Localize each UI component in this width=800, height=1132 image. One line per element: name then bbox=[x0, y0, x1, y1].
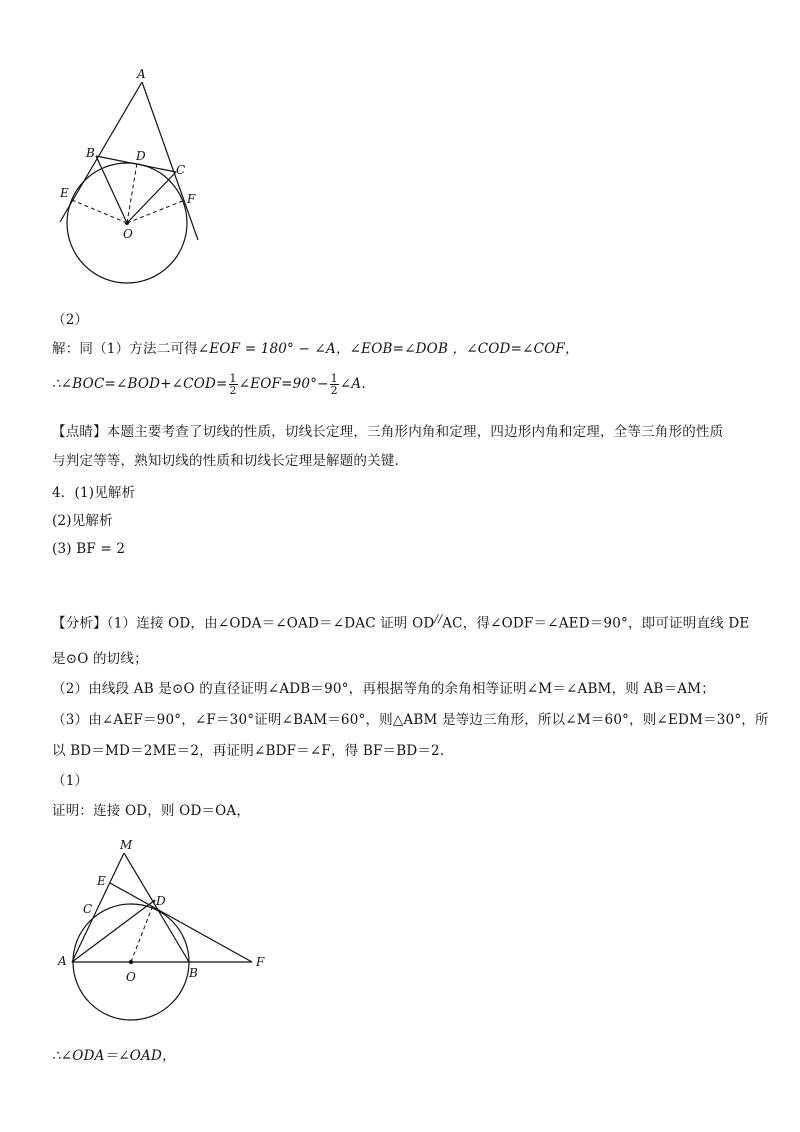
label-o: O bbox=[123, 227, 133, 241]
dianjing-line-1: 【点睛】本题主要考查了切线的性质，切线长定理，三角形内角和定理，四边形内角和定理，全等三角形的性质 bbox=[52, 424, 724, 440]
part2-solution-formula: ∠EOF = 180° − ∠A bbox=[197, 341, 336, 357]
part2-heading: （2） bbox=[52, 312, 89, 328]
analysis-line-1b: AC，得∠ODF＝∠AED＝90°，即可证明直线 DE bbox=[442, 615, 750, 632]
fraction-half-2-num: 1 bbox=[330, 372, 338, 385]
figure-tangent-circle-2 bbox=[50, 835, 280, 1045]
segment-am bbox=[72, 853, 124, 962]
analysis-line-3: （2）由线段 AB 是⊙O 的直径证明∠ADB＝90°，再根据等角的余角相等证明∠M＝∠ABM，则 AB＝AM； bbox=[52, 681, 715, 697]
answer-4-1: 4．(1)见解析 bbox=[52, 485, 136, 501]
analysis-line-2: 是⊙O 的切线； bbox=[52, 651, 148, 667]
analysis-line-1a: 【分析】（1）连接 OD，由∠ODA＝∠OAD＝∠DAC 证明 OD bbox=[52, 615, 435, 632]
analysis-line-5: 以 BD＝MD＝2ME＝2，再证明∠BDF＝∠F，得 BF＝BD＝2. bbox=[52, 743, 445, 759]
therefore-eof: ∠EOF=90°− bbox=[238, 376, 329, 392]
segment-ef bbox=[110, 883, 252, 962]
center-dot-o-2 bbox=[129, 960, 133, 964]
figure-tangent-circle-1 bbox=[40, 60, 230, 290]
therefore-angle-a: ∠A bbox=[339, 376, 362, 392]
segment-oe-dashed bbox=[72, 200, 127, 223]
label-c-2: C bbox=[83, 902, 93, 916]
label-a: A bbox=[137, 67, 146, 81]
tangent-line-left bbox=[60, 82, 142, 222]
therefore-period: . bbox=[361, 376, 366, 392]
tangent-line-right bbox=[142, 82, 198, 240]
label-e: E bbox=[60, 186, 69, 200]
answer-4-2: (2)见解析 bbox=[52, 513, 113, 529]
label-d: D bbox=[136, 149, 146, 163]
final-line: ∴∠ODA＝∠OAD， bbox=[52, 1048, 176, 1064]
segment-of-dashed bbox=[127, 200, 185, 223]
label-o-2: O bbox=[126, 970, 136, 984]
label-c: C bbox=[176, 163, 186, 177]
label-m: M bbox=[120, 838, 133, 852]
analysis-line-4: （3）由∠AEF＝90°，∠F＝30°证明∠BAM＝60°，则△ABM 是等边三角形，所以∠M＝60°，则∠EDM＝30°，所 bbox=[52, 712, 769, 728]
part2-solution-rest: ，∠EOB=∠DOB ，∠COD=∠COF， bbox=[335, 341, 579, 357]
part2-solution-prefix: 解：同（1）方法二可得 bbox=[52, 341, 198, 357]
part2-solution-line bbox=[52, 340, 579, 358]
label-f-2: F bbox=[256, 955, 265, 969]
dianjing-line-2: 与判定等等，熟知切线的性质和切线长定理是解题的关键. bbox=[52, 453, 399, 469]
center-dot-o bbox=[125, 221, 129, 225]
segment-ob bbox=[96, 156, 127, 223]
label-b-2: B bbox=[189, 966, 198, 980]
fraction-half-2-den: 2 bbox=[330, 384, 338, 397]
label-a-2: A bbox=[58, 954, 67, 968]
fraction-half-1-den: 2 bbox=[229, 384, 237, 397]
fraction-half-1-num: 1 bbox=[229, 372, 237, 385]
fraction-half-2 bbox=[330, 373, 339, 396]
label-b: B bbox=[86, 146, 95, 160]
therefore-prefix: ∴∠BOC=∠BOD+∠COD= bbox=[52, 376, 228, 392]
part1-proof: 证明：连接 OD，则 OD＝OA， bbox=[52, 803, 251, 819]
label-d-2: D bbox=[156, 894, 166, 908]
label-f: F bbox=[187, 192, 196, 206]
label-e-2: E bbox=[97, 874, 106, 888]
parallel-symbol: // bbox=[434, 612, 443, 625]
part2-therefore-line bbox=[52, 373, 366, 396]
fraction-half-1 bbox=[229, 373, 238, 396]
answer-4-3: (3) BF = 2 bbox=[52, 541, 126, 557]
part1-heading: （1） bbox=[52, 773, 89, 789]
analysis-line-1 bbox=[52, 610, 749, 633]
